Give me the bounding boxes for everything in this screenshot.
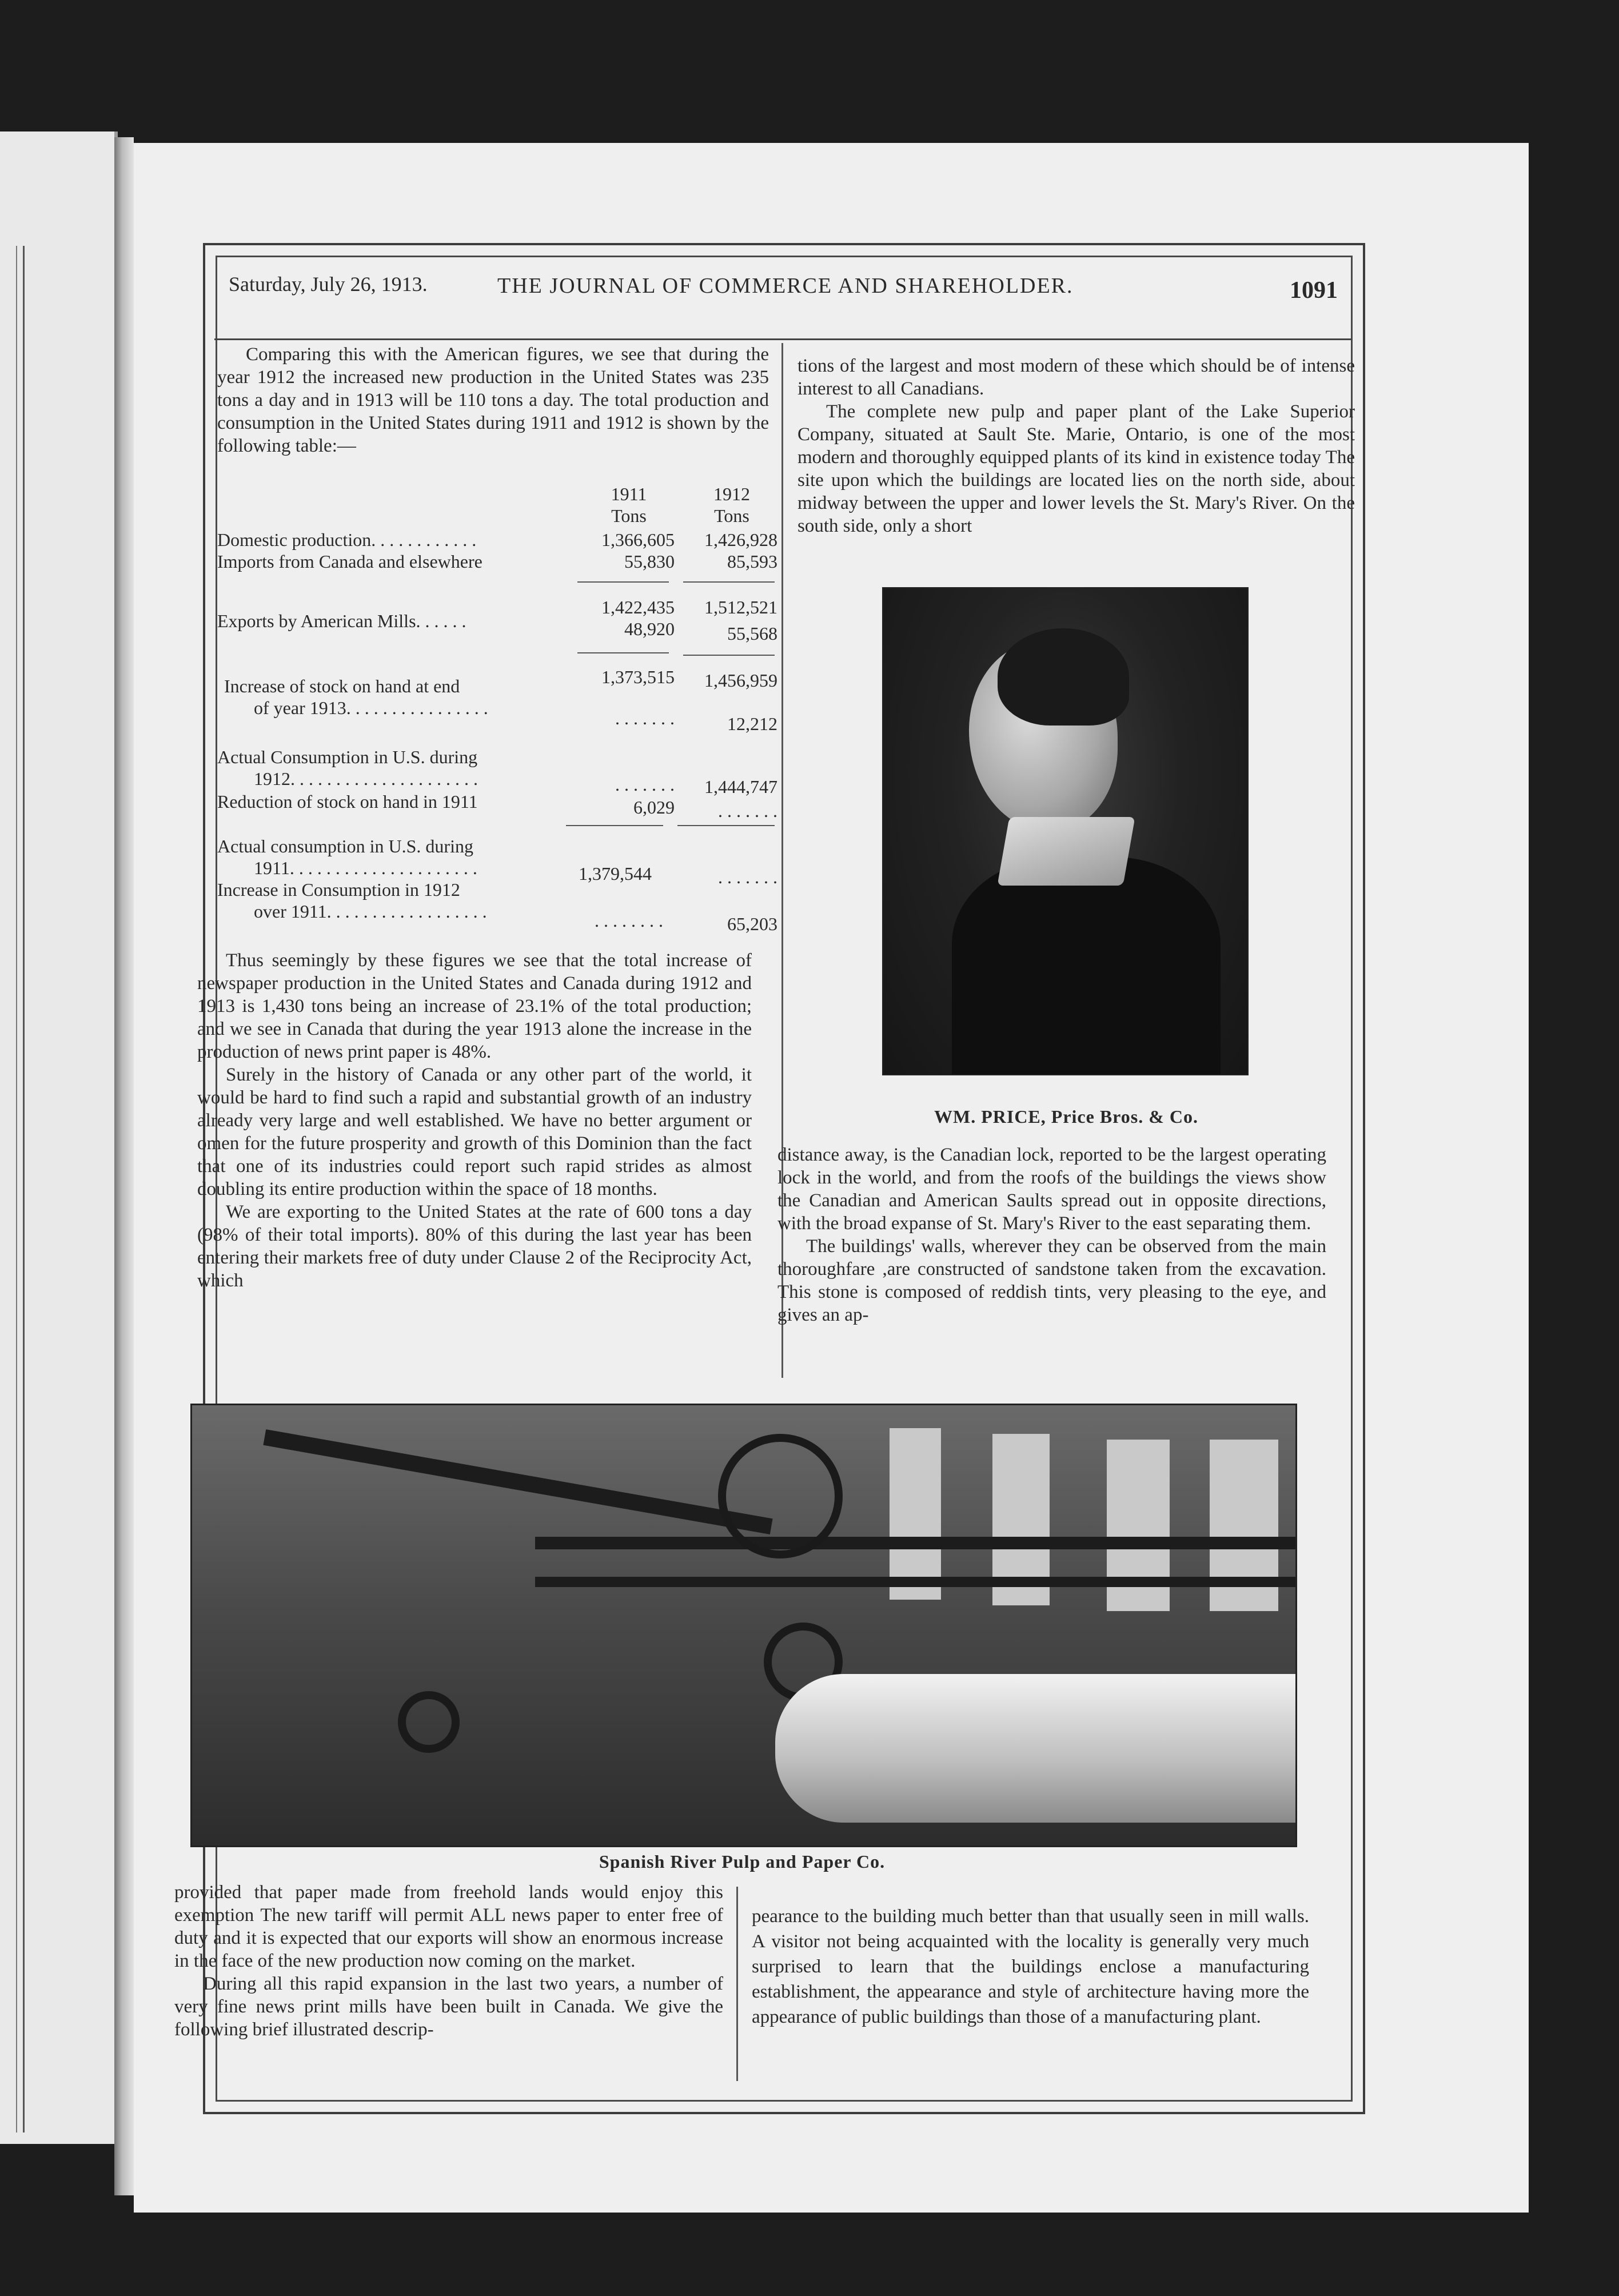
portrait-collar bbox=[997, 817, 1135, 886]
row-label: Actual Consumption in U.S. during bbox=[217, 747, 478, 767]
body-paragraph: pearance to the building much better than that usually seen in mill walls. A visitor not being acquainted with the locality is generally very much surprised to learn that the buildings enclose a manufacturing establishment, the appearance and style of architecture having more the appearance of public buildings than those of a manufacturing plant. bbox=[752, 1906, 1309, 2027]
cell-1912: . . . . . . . bbox=[718, 867, 777, 887]
cell-1911: 1,379,544 bbox=[579, 863, 652, 884]
cell-1911: . . . . . . . bbox=[615, 708, 675, 728]
cell-1911: 48,920 bbox=[624, 619, 675, 639]
sum-rule bbox=[577, 652, 669, 653]
portrait-photo bbox=[882, 587, 1249, 1075]
portrait-hair bbox=[998, 628, 1129, 726]
right-column-top bbox=[797, 354, 1355, 537]
cell-1912: 1,444,747 bbox=[704, 776, 777, 797]
cell-1911: 1,366,605 bbox=[601, 529, 675, 550]
cell-1912: 55,568 bbox=[727, 623, 777, 644]
cell-1912: 65,203 bbox=[727, 914, 777, 934]
left-column-intro bbox=[217, 343, 769, 457]
cell-1912: 1,426,928 bbox=[704, 529, 777, 550]
body-paragraph: The buildings' walls, wherever they can be observed from the main thoroughfare ,are constructed of sandstone taken from the excavation. This stone is composed of reddish tints, very pleasing to the eye, and gives an ap- bbox=[777, 1236, 1326, 1325]
body-paragraph: During all this rapid expansion in the last two years, a number of very fine news print mills have been built in Canada. We give the following brief illustrated descrip- bbox=[174, 1974, 723, 2040]
cell-1912: 1,512,521 bbox=[704, 597, 777, 617]
sum-rule bbox=[677, 825, 775, 826]
cell-1911: . . . . . . . . bbox=[595, 910, 663, 931]
sum-rule bbox=[683, 655, 775, 656]
page-header bbox=[229, 269, 1349, 314]
row-label: 1911. . . . . . . . . . . . . . . . . . . . . bbox=[254, 858, 477, 878]
small-wheel bbox=[398, 1691, 460, 1753]
intro-paragraph: Comparing this with the American figures, we see that during the year 1912 the increased new production in the United States was 235 tons a day and in 1913 will be 110 tons a day. The total production and consumption in the United States during 1911 and 1912 is shown by the following table:— bbox=[217, 344, 769, 456]
gear-wheel bbox=[718, 1434, 843, 1558]
issue-date: Saturday, July 26, 1913. bbox=[229, 273, 428, 296]
row-label: Reduction of stock on hand in 1911 bbox=[217, 791, 478, 812]
sum-rule bbox=[577, 581, 669, 583]
adjacent-page-edge bbox=[0, 131, 118, 2144]
body-paragraph: The complete new pulp and paper plant of the Lake Superior Company, situated at Sault Ste. Marie, Ontario, is one of the most modern and thoroughly equipped plants of its kind in existence today The site upon which the buildings are located lies on the north side, about midway between the upper and lower levels the St. Mary's River. On the south side, only a short bbox=[797, 401, 1355, 536]
col-1912-unit: Tons bbox=[714, 505, 749, 526]
left-column-body bbox=[197, 949, 752, 1292]
bottom-right-column bbox=[752, 1904, 1309, 2030]
photo-window bbox=[890, 1428, 941, 1600]
portrait-coat bbox=[952, 857, 1221, 1074]
cell-1911: 55,830 bbox=[624, 551, 675, 572]
sum-rule bbox=[683, 581, 775, 583]
row-label: Increase in Consumption in 1912 bbox=[217, 879, 460, 900]
body-paragraph: provided that paper made from freehold lands would enjoy this exemption The new tariff will permit ALL news paper to enter free of duty and it is expected that our exports will show an enormous increase in the face of the new production now coming on the market. bbox=[174, 1882, 723, 1971]
cell-1912: 1,456,959 bbox=[704, 670, 777, 691]
row-label: Actual consumption in U.S. during bbox=[217, 836, 473, 856]
row-label: Domestic production. . . . . . . . . . . . bbox=[217, 529, 477, 550]
paper-roll bbox=[775, 1674, 1297, 1823]
journal-title: THE JOURNAL OF COMMERCE AND SHAREHOLDER. bbox=[497, 274, 1074, 298]
header-rule bbox=[214, 338, 1352, 340]
cell-1911: 6,029 bbox=[633, 797, 675, 818]
bottom-left-column bbox=[174, 1881, 723, 2041]
cell-1912: 85,593 bbox=[727, 551, 777, 572]
cell-1911: 1,422,435 bbox=[601, 597, 675, 617]
sum-rule bbox=[566, 825, 663, 826]
page-number: 1091 bbox=[1290, 277, 1338, 304]
row-label: Exports by American Mills. . . . . . bbox=[217, 611, 466, 631]
col-1912-year: 1912 bbox=[713, 484, 750, 504]
portrait-caption: WM. PRICE, Price Bros. & Co. bbox=[934, 1106, 1198, 1127]
row-label: Increase of stock on hand at end bbox=[224, 676, 460, 696]
machine-rail bbox=[535, 1577, 1295, 1587]
cell-1912: 12,212 bbox=[727, 713, 777, 734]
col-1911-unit: Tons bbox=[611, 505, 647, 526]
paper-machine-photo bbox=[190, 1404, 1297, 1847]
column-divider bbox=[736, 1887, 738, 2081]
body-paragraph: Thus seemingly by these figures we see that the total increase of newspaper production in the United States and Canada during 1912 and 1913 is 1,430 tons being an increase of 23.1% of the total production; and we see in Canada that during the year 1913 alone the increase in the production of news print paper is 48%. bbox=[197, 950, 752, 1062]
body-paragraph: distance away, is the Canadian lock, reported to be the largest operating lock in the world, and from the roofs of the buildings the views show the Canadian and American Saults spread out in opposite directions, with the broad expanse of St. Mary's River to the east separating them. bbox=[777, 1145, 1326, 1234]
machine-caption: Spanish River Pulp and Paper Co. bbox=[599, 1851, 886, 1872]
cell-1911: 1,373,515 bbox=[601, 667, 675, 687]
book-gutter bbox=[114, 137, 134, 2195]
cell-1912: . . . . . . . bbox=[718, 800, 777, 821]
row-label: 1912. . . . . . . . . . . . . . . . . . . . . bbox=[254, 768, 478, 789]
right-column-mid bbox=[777, 1143, 1326, 1326]
body-paragraph: Surely in the history of Canada or any other part of the world, it would be hard to find such a rapid and substantial growth of an industry already very large and well established. We have no better argument or omen for the future prosperity and growth of this Dominion than the fact that one of its industries could report such rapid strides as almost doubling its entire production within the space of 18 months. bbox=[197, 1065, 752, 1199]
adjacent-page-border-inner bbox=[0, 246, 17, 2132]
body-paragraph: tions of the largest and most modern of these which should be of intense interest to all Canadians. bbox=[797, 356, 1355, 399]
machine-rail bbox=[263, 1429, 772, 1534]
row-label: over 1911. . . . . . . . . . . . . . . . . . bbox=[254, 901, 487, 922]
row-label: Imports from Canada and elsewhere bbox=[217, 551, 482, 572]
body-paragraph: We are exporting to the United States at the rate of 600 tons a day (98% of their total imports). 80% of this during the last year has been entering their markets free of duty under Clause 2 of the Reciprocity Act, which bbox=[197, 1202, 752, 1291]
cell-1911: . . . . . . . bbox=[615, 774, 675, 795]
machine-rail bbox=[535, 1537, 1295, 1549]
row-label: of year 1913. . . . . . . . . . . . . . . . bbox=[254, 697, 488, 718]
col-1911-year: 1911 bbox=[611, 484, 647, 504]
